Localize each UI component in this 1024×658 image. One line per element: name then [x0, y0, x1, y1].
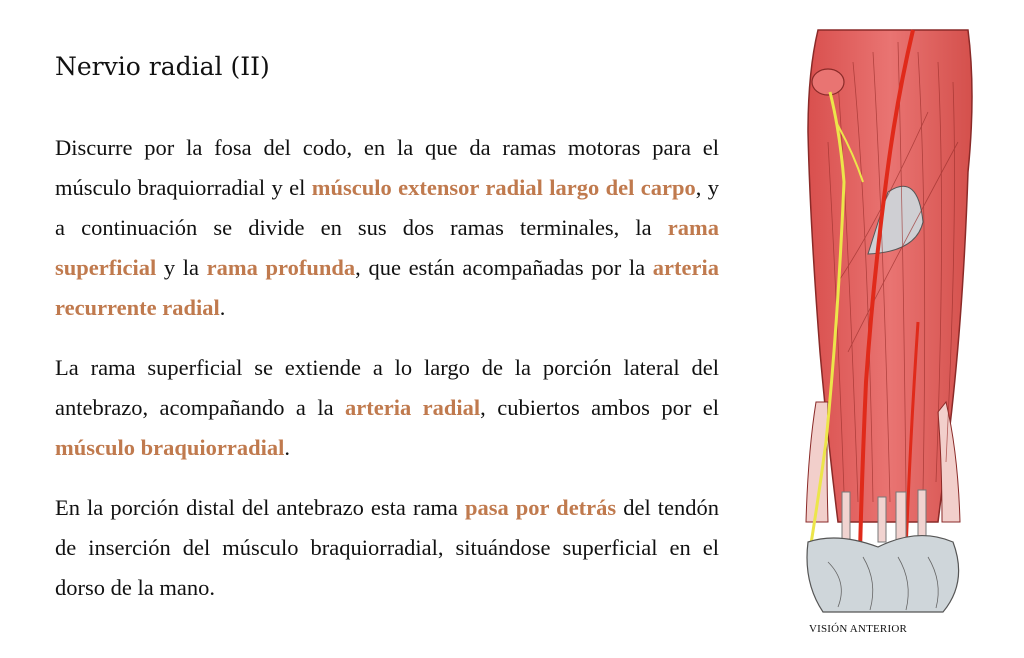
link-rama-profunda[interactable]: rama profunda: [206, 255, 356, 280]
paragraph-text: .: [219, 295, 226, 320]
figure-caption: VISIÓN ANTERIOR: [808, 623, 908, 635]
paragraph-text: .: [284, 435, 291, 460]
paragraph-text: , cubiertos ambos por el: [480, 395, 719, 420]
link-rama-superficial[interactable]: rama superficial: [55, 215, 719, 280]
paragraph-text: del tendón de inserción del músculo braquiorradial, situándose superficial en el dorso de la mano.: [55, 495, 719, 600]
forearm-illustration: [778, 22, 988, 622]
link-musculo-extensor-radial-largo-del-carpo[interactable]: músculo extensor radial largo del carpo: [311, 175, 696, 200]
paragraph-text: Discurre por la fosa del codo, en la que da ramas motoras para el músculo braquiorradial y el: [55, 135, 719, 200]
paragraph-text: , y a continuación se divide en sus dos ramas terminales, la: [55, 175, 719, 240]
link-pasa-por-detras[interactable]: pasa por detrás: [464, 495, 617, 520]
paragraph-text: , que están acompañadas por la: [355, 255, 653, 280]
paragraph-3: [55, 488, 719, 608]
paragraph-text: En la porción distal del antebrazo esta rama: [55, 495, 465, 520]
paragraph-1: [55, 128, 719, 328]
link-arteria-recurrente-radial[interactable]: arteria recurrente radial: [55, 255, 719, 320]
link-musculo-braquiorradial[interactable]: músculo braquiorradial: [55, 435, 285, 460]
paragraph-2: [55, 348, 719, 468]
paragraph-text: La rama superficial se extiende a lo largo de la porción lateral del antebrazo, acompañando a la: [55, 355, 719, 420]
text-body: [55, 128, 719, 628]
paragraph-text: y la: [156, 255, 207, 280]
link-arteria-radial[interactable]: arteria radial: [345, 395, 481, 420]
page-title: Nervio radial (II): [55, 52, 270, 81]
